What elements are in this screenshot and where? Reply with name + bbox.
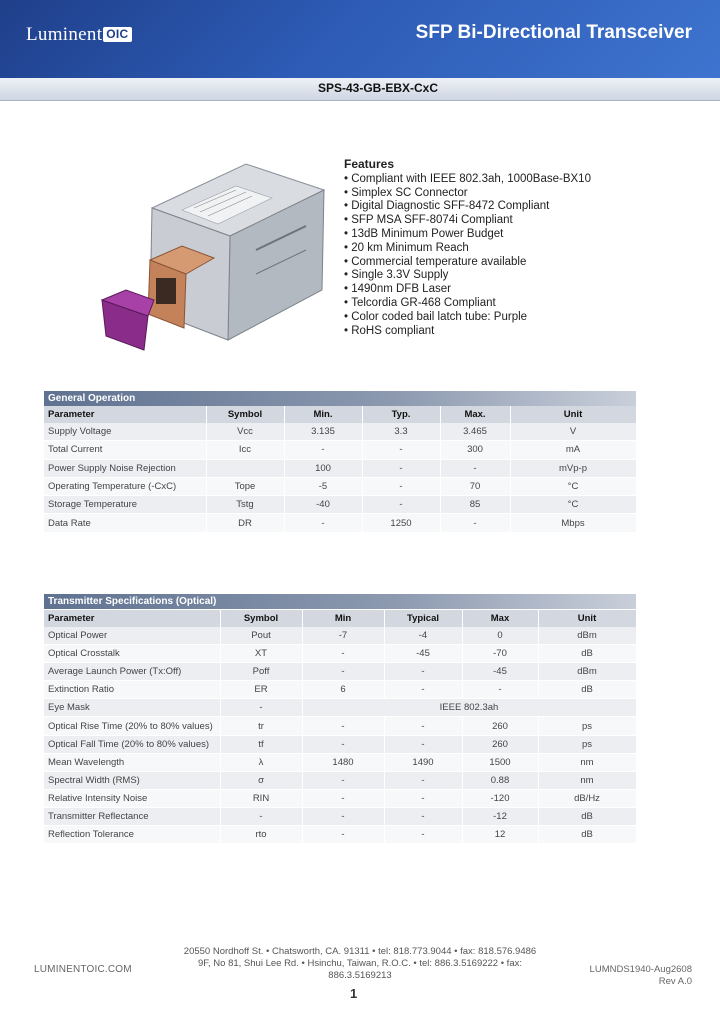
table-cell: - <box>302 826 384 844</box>
table-row <box>44 627 636 645</box>
table-cell: 0 <box>462 627 538 645</box>
document-id: LUMNDS1940-Aug2608 <box>589 964 692 975</box>
table-cell: dB <box>538 807 636 825</box>
table-cell: 6 <box>302 681 384 699</box>
table-row <box>44 699 636 717</box>
table-cell: Reflection Tolerance <box>44 826 220 844</box>
table-cell: Total Current <box>44 441 206 459</box>
column-header: Symbol <box>206 406 284 423</box>
table-cell: °C <box>510 477 636 495</box>
feature-item: • Color coded bail latch tube: Purple <box>344 311 591 325</box>
column-header: Symbol <box>220 610 302 627</box>
table-cell: Transmitter Reflectance <box>44 807 220 825</box>
column-header: Min <box>302 610 384 627</box>
table-cell: tf <box>220 735 302 753</box>
column-header: Min. <box>284 406 362 423</box>
table-cell: Operating Temperature (-CxC) <box>44 477 206 495</box>
table-cell: 1500 <box>462 753 538 771</box>
table-cell: 300 <box>440 441 510 459</box>
table-cell: - <box>384 826 462 844</box>
table-cell: Extinction Ratio <box>44 681 220 699</box>
table-cell: 1250 <box>362 514 440 532</box>
table-cell: Vcc <box>206 423 284 441</box>
table-cell: Spectral Width (RMS) <box>44 771 220 789</box>
table-cell: V <box>510 423 636 441</box>
table-row <box>44 663 636 681</box>
table-cell: DR <box>206 514 284 532</box>
table-cell: - <box>302 717 384 735</box>
table-cell: ps <box>538 735 636 753</box>
table-cell: - <box>384 735 462 753</box>
table-cell: λ <box>220 753 302 771</box>
table-cell: 3.465 <box>440 423 510 441</box>
table-cell: Relative Intensity Noise <box>44 789 220 807</box>
table-cell: - <box>384 681 462 699</box>
table-header-row <box>44 610 636 627</box>
table-cell: Optical Fall Time (20% to 80% values) <box>44 735 220 753</box>
table-cell: Average Launch Power (Tx:Off) <box>44 663 220 681</box>
table-cell: - <box>302 663 384 681</box>
table-cell: Pout <box>220 627 302 645</box>
table-row <box>44 496 636 514</box>
table-cell: -45 <box>462 663 538 681</box>
table-row <box>44 441 636 459</box>
features-title: Features <box>344 157 395 171</box>
table-cell: Optical Power <box>44 627 220 645</box>
table-row <box>44 459 636 477</box>
company-logo <box>26 24 132 46</box>
column-header: Parameter <box>44 610 220 627</box>
page-number: 1 <box>350 986 358 1001</box>
feature-item: • Simplex SC Connector <box>344 187 591 201</box>
table-cell: 3.3 <box>362 423 440 441</box>
transmitter-specs-table <box>44 610 637 844</box>
table-cell: - <box>302 807 384 825</box>
table-cell: ps <box>538 717 636 735</box>
table-cell: tr <box>220 717 302 735</box>
table-cell: Eye Mask <box>44 699 220 717</box>
table-cell: Poff <box>220 663 302 681</box>
address-usa: 20550 Nordhoff St. • Chatsworth, CA. 91311 • tel: 818.773.9044 • fax: 818.576.9486 <box>183 946 537 957</box>
table-cell: 70 <box>440 477 510 495</box>
table-cell: - <box>384 789 462 807</box>
table-cell: - <box>384 807 462 825</box>
table-cell: Tstg <box>206 496 284 514</box>
feature-item: • Digital Diagnostic SFF-8472 Compliant <box>344 200 591 214</box>
table-row <box>44 789 636 807</box>
transmitter-specs-title: Transmitter Specifications (Optical) <box>44 594 636 609</box>
table-row <box>44 681 636 699</box>
table-cell: 1480 <box>302 753 384 771</box>
company-website-link[interactable]: LUMINENTOIC.COM <box>34 964 132 975</box>
table-cell: Mean Wavelength <box>44 753 220 771</box>
feature-item: • Single 3.3V Supply <box>344 269 591 283</box>
features-block <box>344 158 591 338</box>
logo-text: Luminent <box>26 24 103 45</box>
table-cell: ER <box>220 681 302 699</box>
feature-item: • SFP MSA SFF-8074i Compliant <box>344 214 591 228</box>
table-cell: - <box>362 477 440 495</box>
column-header: Unit <box>510 406 636 423</box>
table-cell: Mbps <box>510 514 636 532</box>
table-row <box>44 717 636 735</box>
table-cell: - <box>220 699 302 717</box>
table-cell: - <box>220 807 302 825</box>
table-header-row <box>44 406 636 423</box>
table-row <box>44 807 636 825</box>
footer-addresses <box>170 946 550 982</box>
table-cell: dBm <box>538 627 636 645</box>
table-cell: Icc <box>206 441 284 459</box>
table-cell: dB <box>538 645 636 663</box>
address-taiwan: 9F, No 81, Shui Lee Rd. • Hsinchu, Taiwan, R.O.C. • tel: 886.3.5169222 • fax: 886.3.5169213 <box>197 958 522 981</box>
table-cell: - <box>384 771 462 789</box>
general-operation-table <box>44 406 637 533</box>
table-cell: Storage Temperature <box>44 496 206 514</box>
feature-item: • 1490nm DFB Laser <box>344 283 591 297</box>
table-cell: dB <box>538 826 636 844</box>
table-cell: 260 <box>462 717 538 735</box>
table-cell: dBm <box>538 663 636 681</box>
features-list <box>344 173 591 339</box>
table-cell: -4 <box>384 627 462 645</box>
feature-item: • 20 km Minimum Reach <box>344 242 591 256</box>
table-cell: σ <box>220 771 302 789</box>
table-cell: Optical Rise Time (20% to 80% values) <box>44 717 220 735</box>
table-cell: 1490 <box>384 753 462 771</box>
column-header: Parameter <box>44 406 206 423</box>
table-cell: -40 <box>284 496 362 514</box>
table-cell <box>206 459 284 477</box>
table-cell: - <box>384 663 462 681</box>
table-cell: - <box>362 459 440 477</box>
table-cell: Supply Voltage <box>44 423 206 441</box>
document-title: SFP Bi-Directional Transceiver <box>415 22 692 43</box>
table-cell: - <box>462 681 538 699</box>
table-cell: °C <box>510 496 636 514</box>
table-row <box>44 771 636 789</box>
table-cell: - <box>384 717 462 735</box>
table-cell: 3.135 <box>284 423 362 441</box>
logo-badge: OIC <box>103 27 131 42</box>
table-cell: - <box>284 514 362 532</box>
table-cell: 12 <box>462 826 538 844</box>
table-row <box>44 753 636 771</box>
feature-item: • Telcordia GR-468 Compliant <box>344 297 591 311</box>
table-row <box>44 477 636 495</box>
table-cell: 260 <box>462 735 538 753</box>
table-cell: -70 <box>462 645 538 663</box>
table-cell: - <box>440 514 510 532</box>
table-cell: nm <box>538 771 636 789</box>
table-cell: 0.88 <box>462 771 538 789</box>
table-cell: mVp-p <box>510 459 636 477</box>
table-cell: - <box>440 459 510 477</box>
table-cell-eye-mask: IEEE 802.3ah <box>302 699 636 717</box>
document-info <box>590 964 692 988</box>
table-cell: dB/Hz <box>538 789 636 807</box>
table-cell: nm <box>538 753 636 771</box>
column-header: Unit <box>538 610 636 627</box>
part-number-strip <box>0 78 720 101</box>
table-row <box>44 423 636 441</box>
table-cell: - <box>284 441 362 459</box>
table-cell: - <box>362 441 440 459</box>
table-row <box>44 645 636 663</box>
column-header: Max. <box>440 406 510 423</box>
table-row <box>44 735 636 753</box>
feature-item: • Commercial temperature available <box>344 256 591 270</box>
table-cell: -45 <box>384 645 462 663</box>
table-cell: Optical Crosstalk <box>44 645 220 663</box>
table-cell: - <box>302 735 384 753</box>
table-cell: 100 <box>284 459 362 477</box>
feature-item: • RoHS compliant <box>344 325 591 339</box>
feature-item: • 13dB Minimum Power Budget <box>344 228 591 242</box>
table-cell: - <box>302 771 384 789</box>
general-operation-title: General Operation <box>44 391 636 406</box>
table-cell: dB <box>538 681 636 699</box>
table-cell: XT <box>220 645 302 663</box>
column-header: Max <box>462 610 538 627</box>
transceiver-image <box>96 150 326 370</box>
table-cell: 85 <box>440 496 510 514</box>
table-cell: - <box>302 645 384 663</box>
feature-item: • Compliant with IEEE 802.3ah, 1000Base-BX10 <box>344 173 591 187</box>
table-cell: rto <box>220 826 302 844</box>
table-cell: - <box>362 496 440 514</box>
table-cell: Tope <box>206 477 284 495</box>
page-header <box>0 0 720 78</box>
table-cell: Power Supply Noise Rejection <box>44 459 206 477</box>
part-number: SPS-43-GB-EBX-CxC <box>317 81 438 95</box>
table-cell: -5 <box>284 477 362 495</box>
table-cell: mA <box>510 441 636 459</box>
table-cell: Data Rate <box>44 514 206 532</box>
column-header: Typical <box>384 610 462 627</box>
document-revision: Rev A.0 <box>658 976 692 987</box>
table-row <box>44 826 636 844</box>
table-cell: - <box>302 789 384 807</box>
table-cell: -120 <box>462 789 538 807</box>
column-header: Typ. <box>362 406 440 423</box>
table-row <box>44 514 636 532</box>
table-cell: -7 <box>302 627 384 645</box>
table-cell: RIN <box>220 789 302 807</box>
table-cell: -12 <box>462 807 538 825</box>
